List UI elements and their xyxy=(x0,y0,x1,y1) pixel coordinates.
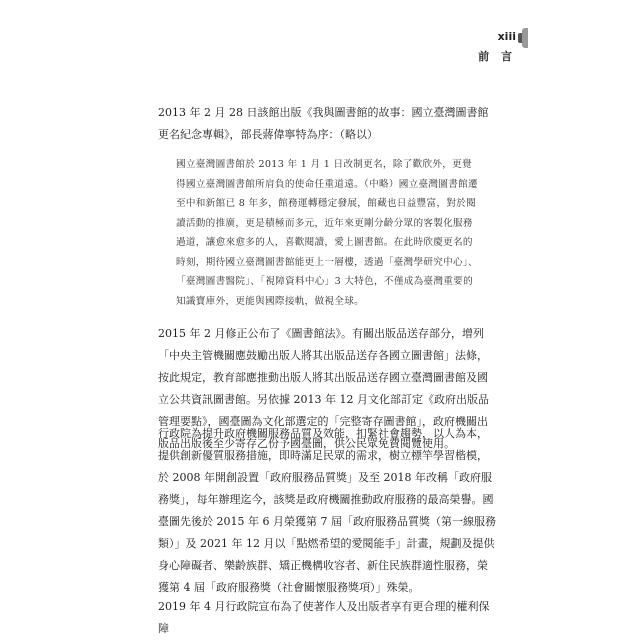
block-quote: 國立臺灣圖書館於 2013 年 1 月 1 日改制更名，除了歡欣外，更覺得國立臺灣圖書館所肩負的使命任重道遠。（中略）國立臺灣圖書館遷至中和新館已 8 年多，館務運轉穩定發展，館藏也日益豐富，對於閱讀活動的推廣，更是積極而多元，近年來更剛分齡分眾的客製化服務過道，讓愈來愈多的人，喜歡閱讀，愛上圖書館。在此時欣慶更名的時刻，期待國立臺灣圖書館能更上一層樓，透過「臺灣學研究中心」、「臺灣圖書醫院」、「視障資料中心」3 大特色，不僅成為臺灣重要的知識寶庫外，更能與國際接軌，做視全球。 xyxy=(176,159,478,307)
body-paragraph: 2015 年 2 月修正公布了《圖書館法》。有關出版品送存部分，增列「中央主管機關應鼓勵出版人將其出版品送存各國立圖書館」法條，按此規定，教育部應推動出版人將其出版品送存國立臺灣圖書館及國立公共資訊圖書館。另依據 2013 年 12 月文化部訂定《政府出版品管理要點》，國臺圖為文化部選定的「完整寄存圖書館」，政府機關出版品出版後至少寄存乙份予國臺圖，供公民眾免費閱覽使用。 xyxy=(158,327,489,450)
page-edge-tab xyxy=(522,28,528,48)
page-number: xiii xyxy=(497,30,516,43)
body-paragraph: 2019 年 4 月行政院宣布為了使著作人及出版者享有更合理的權利保障 xyxy=(158,600,490,635)
page-edge-tab-inner xyxy=(518,33,522,43)
body-paragraph: 行政院為提升政府機關服務品質及效能，扣緊社會趨勢，以人為本，提供創新優質服務措施，即時滿足民眾的需求，樹立標竿學習楷模，於 2008 年開創設置「政府服務品質獎」及至 2018 年改稱「政府服務獎」，每年辦理迄今，該獎是政府機關推動政府服務的最高榮譽。國臺圖先後於 2015 年 6 月榮獲第 7 屆「政府服務品質獎（第一線服務類）」及 2021 年 12 月以「點燃希望的愛閱能手」計畫，規劃及提供身心障礙者、樂齡族群、矯正機構收容者、新住民族群適性服務，榮獲第 4 屆「政府服務獎（社會關懷服務獎項）」殊榮。 xyxy=(158,427,496,594)
running-head: 前 言 xyxy=(478,50,516,63)
body-paragraph: 2013 年 2 月 28 日該館出版《我與圖書館的故事：國立臺灣圖書館更名紀念專輯》，部長蔣偉寧特為序：（略以） xyxy=(158,106,489,141)
